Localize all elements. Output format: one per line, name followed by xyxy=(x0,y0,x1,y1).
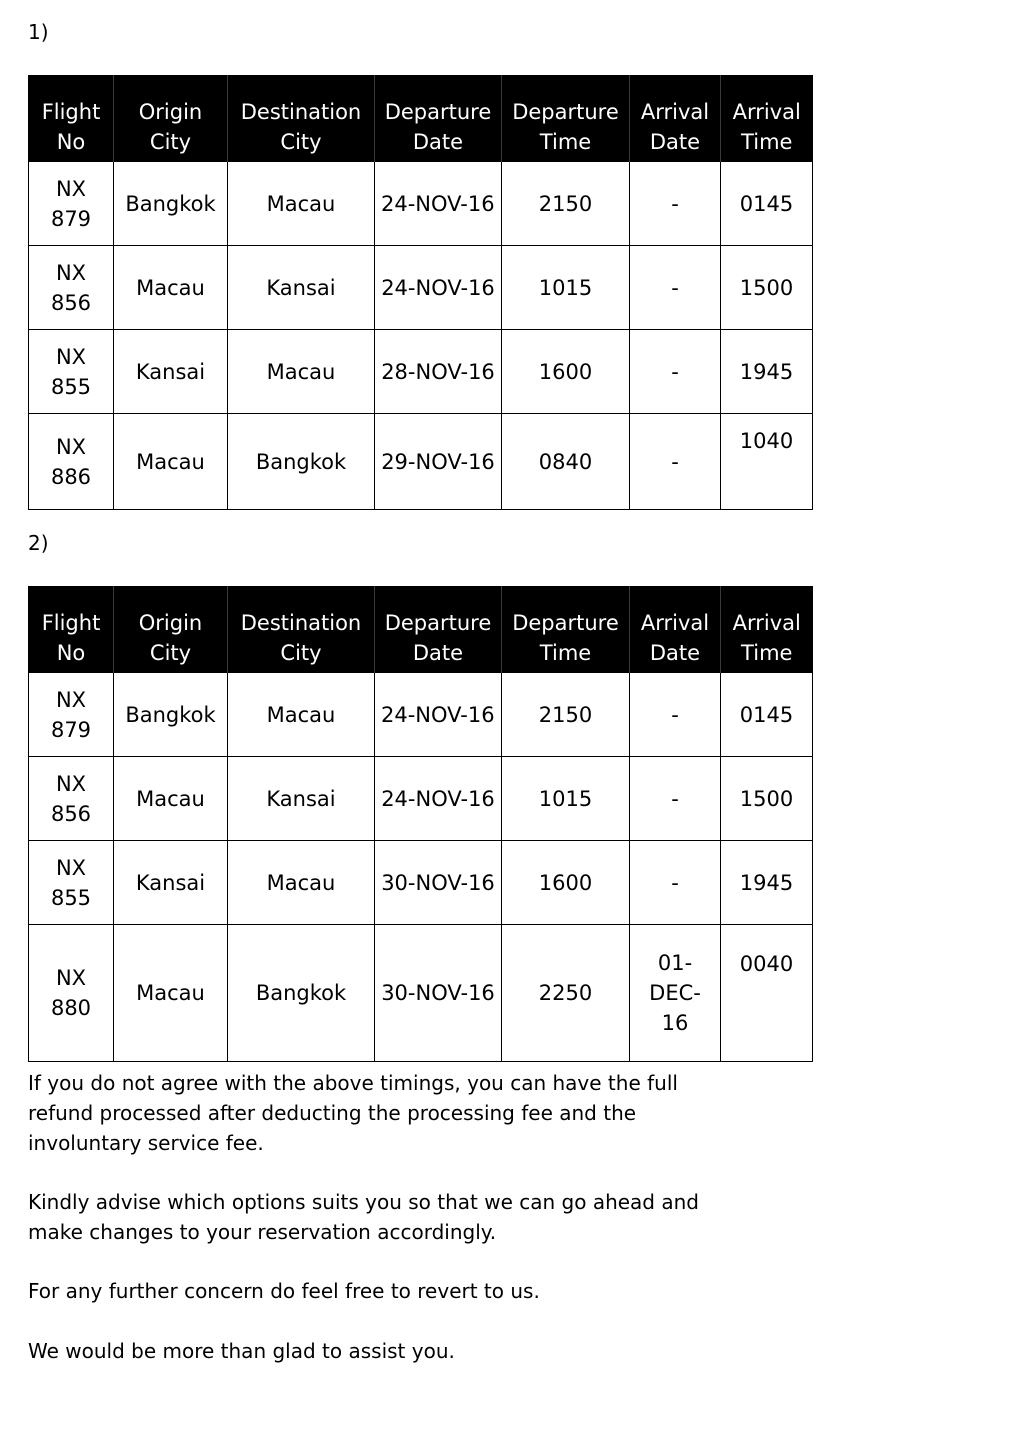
flight-number-cell: NX 856 xyxy=(29,246,114,330)
departure-time-cell: 1015 xyxy=(502,757,630,841)
arrival-date-cell: - xyxy=(630,330,721,414)
flight-number-cell: NX 879 xyxy=(29,162,114,246)
departure-time-cell: 0840 xyxy=(502,414,630,510)
arrival-date-cell: - xyxy=(630,162,721,246)
origin-city-cell: Macau xyxy=(114,757,228,841)
departure-date-cell: 24-NOV-16 xyxy=(375,757,502,841)
refund-paragraph: If you do not agree with the above timings, you can have the full refund processed after deducting the processing fee and the involuntary service fee. xyxy=(28,1071,678,1155)
destination-city-cell: Macau xyxy=(228,162,375,246)
table-row xyxy=(29,246,813,330)
destination-city-cell: Macau xyxy=(228,673,375,757)
arrival-date-cell: - xyxy=(630,673,721,757)
arrival-time-cell: 1500 xyxy=(721,246,813,330)
column-header: Departure Time xyxy=(502,586,630,673)
arrival-date-cell: - xyxy=(630,841,721,925)
flight-number-cell: NX 856 xyxy=(29,757,114,841)
column-header: Arrival Date xyxy=(630,75,721,162)
column-header: Departure Date xyxy=(375,586,502,673)
departure-date-cell: 24-NOV-16 xyxy=(375,162,502,246)
departure-date-cell: 24-NOV-16 xyxy=(375,673,502,757)
flight-table-option-2 xyxy=(28,586,813,1062)
destination-city-cell: Bangkok xyxy=(228,925,375,1062)
destination-city-cell: Bangkok xyxy=(228,414,375,510)
departure-time-cell: 1600 xyxy=(502,841,630,925)
table-header-row xyxy=(29,75,813,162)
arrival-time-cell: 1040 xyxy=(721,414,813,510)
flight-number-cell: NX 855 xyxy=(29,841,114,925)
destination-city-cell: Kansai xyxy=(228,757,375,841)
departure-time-cell: 2250 xyxy=(502,925,630,1062)
assist-paragraph: We would be more than glad to assist you. xyxy=(28,1339,455,1363)
arrival-time-cell: 1945 xyxy=(721,330,813,414)
column-header: Destination City xyxy=(228,75,375,162)
flight-number-cell: NX 880 xyxy=(29,925,114,1062)
flight-table-option-1 xyxy=(28,75,813,510)
departure-date-cell: 30-NOV-16 xyxy=(375,925,502,1062)
column-header: Arrival Time xyxy=(721,75,813,162)
column-header: Origin City xyxy=(114,586,228,673)
destination-city-cell: Kansai xyxy=(228,246,375,330)
origin-city-cell: Kansai xyxy=(114,330,228,414)
departure-time-cell: 1015 xyxy=(502,246,630,330)
departure-date-cell: 29-NOV-16 xyxy=(375,414,502,510)
column-header: Flight No xyxy=(29,586,114,673)
table-row xyxy=(29,414,813,510)
column-header: Departure Time xyxy=(502,75,630,162)
table-row xyxy=(29,162,813,246)
origin-city-cell: Macau xyxy=(114,246,228,330)
flight-number-cell: NX 879 xyxy=(29,673,114,757)
arrival-time-cell: 0145 xyxy=(721,162,813,246)
arrival-date-cell: - xyxy=(630,414,721,510)
option-2-label: 2) xyxy=(28,531,49,555)
column-header: Arrival Date xyxy=(630,586,721,673)
column-header: Flight No xyxy=(29,75,114,162)
departure-time-cell: 2150 xyxy=(502,673,630,757)
table-row xyxy=(29,925,813,1062)
destination-city-cell: Macau xyxy=(228,330,375,414)
departure-date-cell: 24-NOV-16 xyxy=(375,246,502,330)
arrival-time-cell: 1500 xyxy=(721,757,813,841)
table-row xyxy=(29,757,813,841)
concern-paragraph: For any further concern do feel free to revert to us. xyxy=(28,1279,540,1303)
table-row xyxy=(29,673,813,757)
origin-city-cell: Bangkok xyxy=(114,162,228,246)
column-header: Arrival Time xyxy=(721,586,813,673)
arrival-time-cell: 0040 xyxy=(721,925,813,1062)
arrival-date-cell: 01-DEC-16 xyxy=(630,925,721,1062)
flight-number-cell: NX 886 xyxy=(29,414,114,510)
arrival-date-cell: - xyxy=(630,757,721,841)
arrival-date-cell: - xyxy=(630,246,721,330)
column-header: Origin City xyxy=(114,75,228,162)
arrival-time-cell: 1945 xyxy=(721,841,813,925)
origin-city-cell: Bangkok xyxy=(114,673,228,757)
option-1-label: 1) xyxy=(28,20,49,44)
column-header: Destination City xyxy=(228,586,375,673)
departure-date-cell: 28-NOV-16 xyxy=(375,330,502,414)
advise-paragraph: Kindly advise which options suits you so that we can go ahead and make changes to your reservation accordingly. xyxy=(28,1190,699,1244)
origin-city-cell: Kansai xyxy=(114,841,228,925)
destination-city-cell: Macau xyxy=(228,841,375,925)
departure-time-cell: 2150 xyxy=(502,162,630,246)
origin-city-cell: Macau xyxy=(114,414,228,510)
flight-number-cell: NX 855 xyxy=(29,330,114,414)
origin-city-cell: Macau xyxy=(114,925,228,1062)
table-row xyxy=(29,841,813,925)
table-header-row xyxy=(29,586,813,673)
column-header: Departure Date xyxy=(375,75,502,162)
departure-time-cell: 1600 xyxy=(502,330,630,414)
table-row xyxy=(29,330,813,414)
departure-date-cell: 30-NOV-16 xyxy=(375,841,502,925)
arrival-time-cell: 0145 xyxy=(721,673,813,757)
